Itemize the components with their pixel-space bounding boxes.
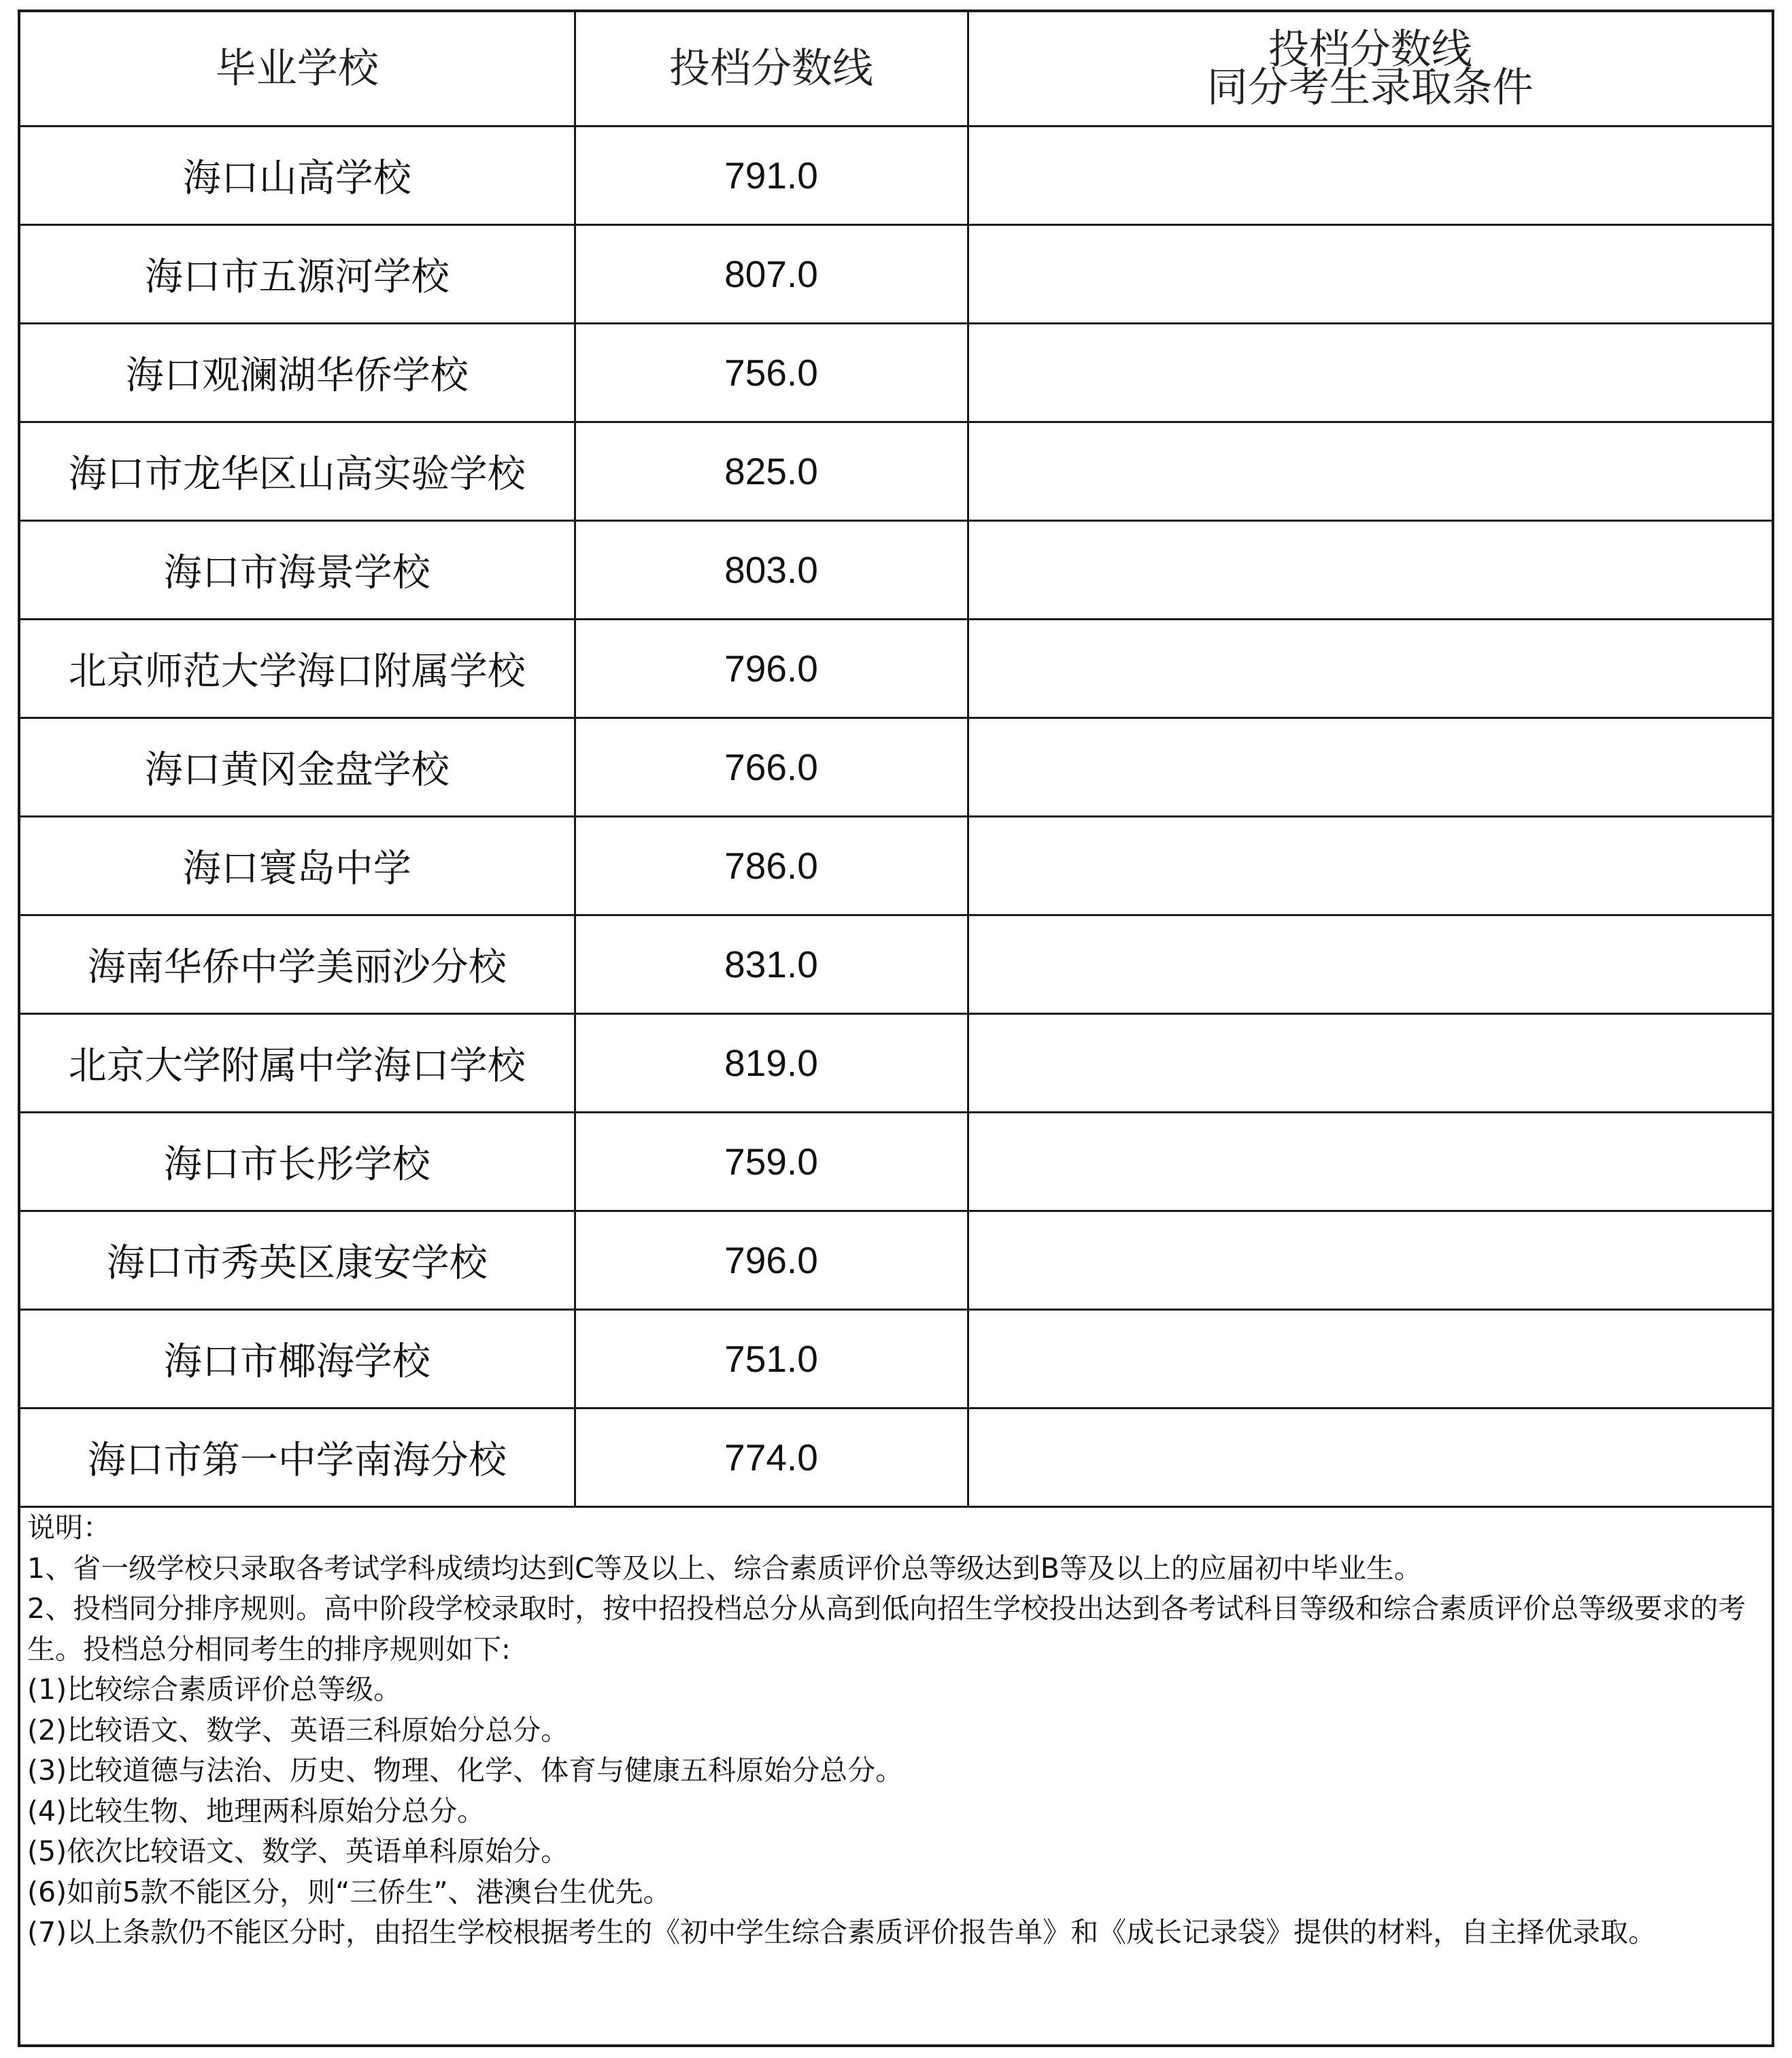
admission-score-sheet xyxy=(18,10,1774,2047)
school-name-cell: 海口市五源河学校 xyxy=(20,224,575,323)
condition-cell xyxy=(968,422,1772,520)
score-cell: 796.0 xyxy=(575,619,968,718)
header-row xyxy=(20,12,1772,126)
school-name-cell: 北京师范大学海口附属学校 xyxy=(20,619,575,718)
note-sort-2: (2)比较语文、数学、英语三科原始分总分。 xyxy=(27,1713,569,1747)
score-cell: 766.0 xyxy=(575,718,968,816)
school-name-cell: 海口寰岛中学 xyxy=(20,816,575,915)
school-name-cell: 海口市椰海学校 xyxy=(20,1309,575,1408)
table-row xyxy=(20,422,1772,520)
table-row xyxy=(20,1013,1772,1112)
score-cell: 796.0 xyxy=(575,1211,968,1309)
header-score: 投档分数线 xyxy=(575,12,968,126)
table-row xyxy=(20,816,1772,915)
table-row xyxy=(20,1211,1772,1309)
notes-section xyxy=(27,1508,1765,1953)
note-sort-4: (4)比较生物、地理两科原始分总分。 xyxy=(27,1794,486,1827)
table-row xyxy=(20,224,1772,323)
condition-cell xyxy=(968,915,1772,1013)
school-name-cell: 海口山高学校 xyxy=(20,126,575,224)
table-row xyxy=(20,619,1772,718)
score-cell: 786.0 xyxy=(575,816,968,915)
notes-title: 说明： xyxy=(27,1511,111,1544)
header-condition-line1: 投档分数线 xyxy=(1268,25,1472,73)
score-cell: 791.0 xyxy=(575,126,968,224)
header-school: 毕业学校 xyxy=(20,12,575,126)
table-row xyxy=(20,520,1772,619)
school-name-cell: 海口市海景学校 xyxy=(20,520,575,619)
header-condition xyxy=(968,12,1772,126)
condition-cell xyxy=(968,816,1772,915)
table-row xyxy=(20,1309,1772,1408)
note-sort-1: (1)比较综合素质评价总等级。 xyxy=(27,1673,402,1706)
note-rule-1: 1、省一级学校只录取各考试学科成绩均达到C等及以上、综合素质评价总等级达到B等及以上的应届初中毕业生。 xyxy=(27,1551,1422,1585)
score-cell: 825.0 xyxy=(575,422,968,520)
table-row xyxy=(20,1112,1772,1211)
condition-cell xyxy=(968,520,1772,619)
score-table xyxy=(20,12,1772,1508)
score-cell: 751.0 xyxy=(575,1309,968,1408)
note-sort-7: (7)以上条款仍不能区分时，由招生学校根据考生的《初中学生综合素质评价报告单》和《成长记录袋》提供的材料，自主择优录取。 xyxy=(27,1916,1657,1949)
table-body xyxy=(20,126,1772,1506)
condition-cell xyxy=(968,224,1772,323)
table-row xyxy=(20,1408,1772,1506)
condition-cell xyxy=(968,1211,1772,1309)
school-name-cell: 海口市龙华区山高实验学校 xyxy=(20,422,575,520)
score-cell: 759.0 xyxy=(575,1112,968,1211)
table-row xyxy=(20,915,1772,1013)
header-condition-line2: 同分考生录取条件 xyxy=(1206,63,1534,112)
table-row xyxy=(20,718,1772,816)
school-name-cell: 北京大学附属中学海口学校 xyxy=(20,1013,575,1112)
note-sort-3: (3)比较道德与法治、历史、物理、化学、体育与健康五科原始分总分。 xyxy=(27,1754,904,1787)
condition-cell xyxy=(968,323,1772,422)
score-cell: 756.0 xyxy=(575,323,968,422)
note-sort-5: (5)依次比较语文、数学、英语单科原始分。 xyxy=(27,1835,569,1868)
score-cell: 807.0 xyxy=(575,224,968,323)
score-cell: 774.0 xyxy=(575,1408,968,1506)
condition-cell xyxy=(968,1408,1772,1506)
school-name-cell: 海口黄冈金盘学校 xyxy=(20,718,575,816)
condition-cell xyxy=(968,1013,1772,1112)
score-cell: 831.0 xyxy=(575,915,968,1013)
note-rule-2: 2、投档同分排序规则。高中阶段学校录取时，按中招投档总分从高到低向招生学校投出达到各考试科目等级和综合素质评价总等级要求的考生。投档总分相同考生的排序规则如下: xyxy=(27,1592,1746,1666)
score-cell: 803.0 xyxy=(575,520,968,619)
school-name-cell: 海口市秀英区康安学校 xyxy=(20,1211,575,1309)
table-row xyxy=(20,126,1772,224)
school-name-cell: 海南华侨中学美丽沙分校 xyxy=(20,915,575,1013)
note-sort-6: (6)如前5款不能区分，则“三侨生”、港澳台生优先。 xyxy=(27,1875,671,1908)
score-cell: 819.0 xyxy=(575,1013,968,1112)
school-name-cell: 海口观澜湖华侨学校 xyxy=(20,323,575,422)
condition-cell xyxy=(968,718,1772,816)
condition-cell xyxy=(968,1112,1772,1211)
condition-cell xyxy=(968,126,1772,224)
table-row xyxy=(20,323,1772,422)
condition-cell xyxy=(968,619,1772,718)
condition-cell xyxy=(968,1309,1772,1408)
school-name-cell: 海口市长彤学校 xyxy=(20,1112,575,1211)
school-name-cell: 海口市第一中学南海分校 xyxy=(20,1408,575,1506)
